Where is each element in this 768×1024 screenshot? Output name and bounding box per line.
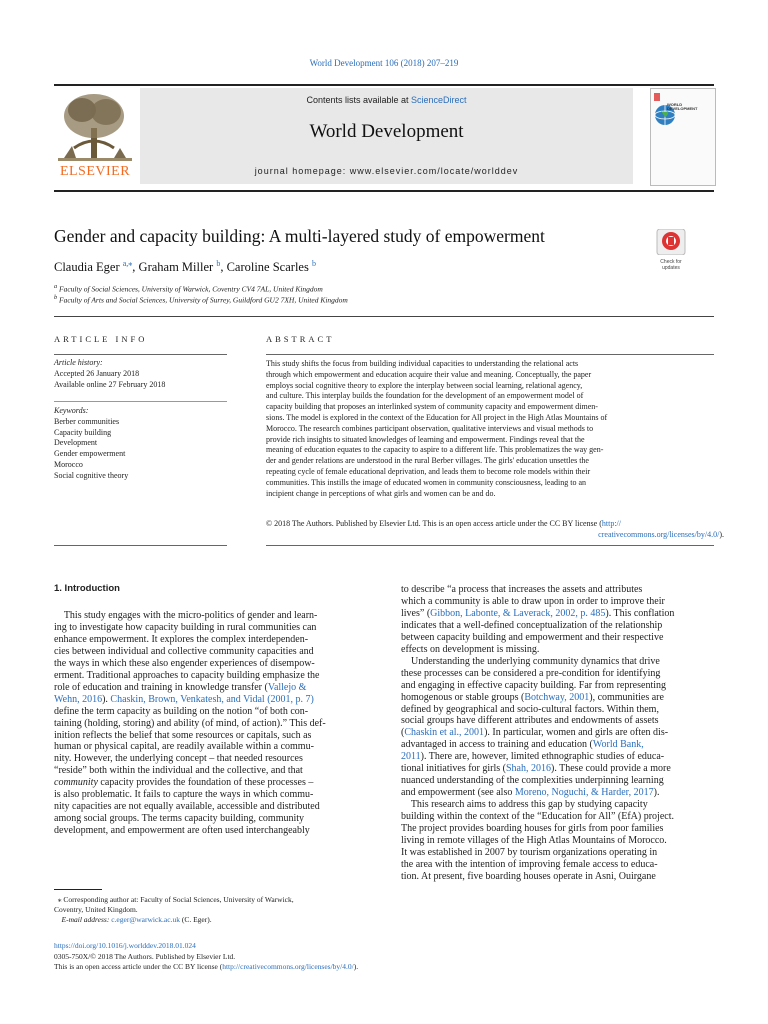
body-line xyxy=(401,596,674,608)
body-text: ing to investigate how capacity building in rural communities can xyxy=(54,621,317,633)
body-line xyxy=(401,823,674,835)
body-line xyxy=(54,777,326,789)
body-text: tional initiatives for girls ( xyxy=(401,763,506,775)
crossmark-line1: Check for xyxy=(660,259,682,265)
body-column-right xyxy=(401,584,674,883)
body-line xyxy=(401,811,674,823)
body-text: lives” ( xyxy=(401,607,431,619)
keywords-label: Keywords: xyxy=(54,406,89,415)
body-line xyxy=(54,706,326,718)
body-text: which a community is able to draw upon in order to improve their xyxy=(401,595,665,607)
body-line xyxy=(54,825,326,837)
body-line xyxy=(401,668,674,680)
body-line xyxy=(401,751,674,763)
body-line xyxy=(54,634,326,646)
abstract-line: communities. This instills the image of educated women in community consciousness, leading to an xyxy=(266,477,587,487)
body-text: role of education and training in knowledge transfer ( xyxy=(54,681,268,693)
body-line xyxy=(401,787,674,799)
body-text: these processes can be considered a pre-condition for identifying xyxy=(401,667,661,679)
body-text: building within the context of the “Education for All” (EfA) project. xyxy=(401,811,674,823)
keyword: Gender empowerment xyxy=(54,449,126,459)
body-line xyxy=(401,620,674,632)
body-text: ( xyxy=(401,727,405,739)
footnote-marker: ⁎ xyxy=(57,895,62,904)
abstract-line: capacity building that proposes an interlinked system of community capacity and empowerment dimen- xyxy=(266,402,598,412)
article-info-heading: ARTICLE INFO xyxy=(54,334,148,344)
body-text: ). There are, however, limited ethnographic studies of educa- xyxy=(420,751,665,763)
body-line xyxy=(54,646,326,658)
body-text: is also problematic. It fails to capture the ways in which commu- xyxy=(54,789,314,801)
body-line xyxy=(401,859,674,871)
author-name: Graham Miller xyxy=(138,260,214,275)
body-text: erment. Traditional approaches to capacity building emphasize the xyxy=(54,669,320,681)
body-text: ). xyxy=(653,787,660,799)
abstract-line: repeating cycle of female educational deprivation, and leads them to become role models within their xyxy=(266,466,591,476)
footnote: ⁎ Corresponding author at: Faculty of Social Sciences, University of Warwick, Coventry, United Kingdom. E-mail address: c.eger@warwick.ac.uk (C. Eger). xyxy=(54,895,294,924)
body-line xyxy=(54,789,326,801)
body-text: living in remote villages of the High Atlas Mountains of Morocco. xyxy=(401,835,667,847)
abstract-body xyxy=(266,359,726,499)
body-line xyxy=(401,727,674,739)
body-text: The project provides boarding houses for girls from poor families xyxy=(401,823,664,835)
license-link[interactable]: creativecommons.org/licenses/by/4.0/ xyxy=(598,529,720,539)
body-text: inition reflects the belief that some resources or capitals, such as xyxy=(54,729,312,741)
body-text: the area with the intention of improving female access to educa- xyxy=(401,858,658,870)
body-column-left xyxy=(54,610,326,837)
issn-line: 0305-750X/© 2018 The Authors. Published by Elsevier Ltd. xyxy=(54,951,236,961)
author-affiliation-marker[interactable]: a,⁎ xyxy=(122,259,133,268)
abstract-line: Morocco. The research combines participant observation, qualitative interviews and visual methods to xyxy=(266,423,594,433)
elsevier-logo xyxy=(54,88,136,184)
article-info-rule xyxy=(54,354,227,355)
body-line xyxy=(54,718,326,730)
history-rule xyxy=(54,401,227,402)
citation-link[interactable]: 2011 xyxy=(401,751,421,763)
citation-link[interactable]: World Bank, xyxy=(592,739,644,751)
publisher-name: ELSEVIER xyxy=(59,164,131,179)
body-line xyxy=(401,763,674,775)
contents-line: Contents lists available at ScienceDirect xyxy=(306,95,467,105)
body-text: between capacity building and empowerment and their respective xyxy=(401,631,664,643)
abstract-rule xyxy=(266,354,714,355)
body-line xyxy=(54,670,326,682)
body-line xyxy=(401,644,674,656)
body-text: effects on development is missing. xyxy=(401,643,540,655)
author-affiliation-marker[interactable]: b xyxy=(311,259,316,268)
online-date: Available online 27 February 2018 xyxy=(54,379,166,389)
citation-link[interactable]: Chaskin et al., 2001 xyxy=(404,727,485,739)
article-history xyxy=(54,358,229,390)
body-text: ). This conflation xyxy=(605,607,675,619)
corresponding-author: Corresponding author at: Faculty of Social Sciences, University of Warwick, xyxy=(63,895,294,904)
page-footer: https://doi.org/10.1016/j.worlddev.2018.01.024 0305-750X/© 2018 The Authors. Published by Elsevier Ltd. This is an open access article under the CC BY license (http://creativecommons.org/licenses/by/4.0/). xyxy=(54,941,359,971)
body-text: development, and empowerment are often used interchangeably xyxy=(54,825,310,837)
abstract-line: employs social cognitive theory to explore the interplay between social learning, relational agency, xyxy=(266,380,583,390)
corresponding-author-cont: Coventry, United Kingdom. xyxy=(54,905,138,914)
doi-link[interactable]: https://doi.org/10.1016/j.worlddev.2018.01.024 xyxy=(54,941,196,950)
body-line xyxy=(401,847,674,859)
abstract-heading: ABSTRACT xyxy=(266,334,335,344)
email-label: E-mail address: xyxy=(61,915,110,924)
article-title: Gender and capacity building: A multi-layered study of empowerment xyxy=(54,226,545,246)
abstract-line: and culture. This interplay builds the foundation for the development of an empowerment model of xyxy=(266,391,584,401)
crossmark-line2: updates xyxy=(662,264,680,271)
body-line xyxy=(401,632,674,644)
body-text: and engaging in effective capacity building. Far from representing xyxy=(401,679,666,691)
body-text: tion. At present, five boarding houses operate in Asni, Ouirgane xyxy=(401,870,656,882)
affiliation-a: $^a$ Faculty of Social Sciences, University of Warwick, Coventry CV4 7AL, United Kingdom xyxy=(54,283,323,294)
accepted-date: Accepted 26 January 2018 xyxy=(54,368,140,378)
keywords-block xyxy=(54,406,229,482)
abstract-line: provide rich insights to situated knowledges of learning and empowerment. Findings reveal that the xyxy=(266,434,585,444)
sciencedirect-link[interactable]: ScienceDirect xyxy=(411,95,467,105)
keyword: Capacity building xyxy=(54,427,112,437)
author-name: Caroline Scarles xyxy=(226,260,309,275)
body-text: nity capacities are not equally available, accessible and distributed xyxy=(54,801,320,813)
keyword: Development xyxy=(54,438,98,448)
body-line xyxy=(401,584,674,596)
body-line xyxy=(401,775,674,787)
citation-link[interactable]: Vallejo & xyxy=(267,681,307,693)
email-link[interactable]: c.eger@warwick.ac.uk xyxy=(111,915,180,924)
body-text: It was established in 2007 by tourism organizations operating in xyxy=(401,846,658,858)
affiliation-b: $^b$ Faculty of Arts and Social Sciences, University of Surrey, Guildford GU2 7XH, United Kingdom xyxy=(54,294,348,305)
author-affiliation-marker[interactable]: b xyxy=(216,259,221,268)
citation-link[interactable]: Moreno, Noguchi, & Harder, 2017 xyxy=(514,787,654,799)
body-text: social groups have different attributes and endowments of assets xyxy=(401,715,659,727)
body-line xyxy=(54,682,326,694)
body-line xyxy=(54,801,326,813)
body-line xyxy=(54,610,326,622)
body-line xyxy=(401,680,674,692)
journal-citation[interactable]: World Development 106 (2018) 207–219 xyxy=(309,58,459,68)
body-text: homogenous or stable groups ( xyxy=(401,691,525,703)
body-line xyxy=(54,730,326,742)
body-line xyxy=(401,835,674,847)
keyword: Morocco xyxy=(54,459,83,469)
keyword: Social cognitive theory xyxy=(54,470,129,480)
body-text: the ways in which these also engender experiences of disempow- xyxy=(54,657,315,669)
citation-link[interactable]: Gibbon, Labonte, & Laverack, 2002, p. 485 xyxy=(430,607,606,619)
body-line xyxy=(401,799,674,811)
article-info-bottom-rule xyxy=(54,545,227,546)
body-text: nity. However, the underlying concept – that needed resources xyxy=(54,753,303,765)
keyword: Berber communities xyxy=(54,416,120,426)
body-text: Understanding the underlying community dynamics that drive xyxy=(401,655,660,667)
emphasis-text: community xyxy=(54,777,98,789)
body-text: ). xyxy=(102,693,111,705)
body-line xyxy=(401,656,674,668)
body-text: nuanced understanding of the complexities underpinning learning xyxy=(401,775,664,787)
body-text: define the term capacity as building on the notion “of both con- xyxy=(54,705,309,717)
body-text: ), communities are xyxy=(589,691,664,703)
license-statement: © 2018 The Authors. Published by Elsevier Ltd. This is an open access article under the CC BY license (http:// creativecommons.org/licenses/by/4.0/). xyxy=(266,519,724,539)
banner-rule xyxy=(54,190,714,192)
body-text: advantaged in access to training and education ( xyxy=(401,739,593,751)
body-text: taining (holding, storing) and ability (of mind, of action).” This def- xyxy=(54,717,326,729)
abstract-line: sions. The model is explored in the context of the Education for All project in the High Atlas Mountains of xyxy=(266,412,608,422)
citation-link[interactable]: Chaskin, Brown, Venkatesh, and Vidal (2001, p. 7) xyxy=(110,693,314,705)
body-line xyxy=(401,871,674,883)
cover-title: WORLD DEVELOPMENT xyxy=(667,102,698,111)
body-line xyxy=(54,753,326,765)
body-text: indicates that a well-defined conceptualization of the relationship xyxy=(401,619,663,631)
journal-banner xyxy=(140,88,633,184)
cc-license-link[interactable]: http://creativecommons.org/licenses/by/4.0/ xyxy=(222,962,354,971)
abstract-line: meaning of education equates to the capacity to aspire to a different life. This problematizes the way gen- xyxy=(266,445,604,455)
body-line xyxy=(54,658,326,670)
body-line xyxy=(54,694,326,706)
body-text: to describe “a process that increases the assets and attributes xyxy=(401,584,643,595)
body-text: enhance empowerment. It explores the complex interdependen- xyxy=(54,633,309,645)
section-heading: 1. Introduction xyxy=(54,583,120,594)
body-text: ). In particular, women and girls are often dis- xyxy=(484,727,669,739)
body-line xyxy=(54,622,326,634)
abstract-line: This study shifts the focus from building individual capacities to understanding the relational acts xyxy=(266,359,579,368)
license-link[interactable]: http:// xyxy=(601,519,621,528)
body-line xyxy=(54,741,326,753)
journal-title: World Development xyxy=(309,121,464,142)
body-text: This research aims to address this gap by studying capacity xyxy=(401,799,648,811)
body-line xyxy=(401,608,674,620)
body-text: ). These could provide a more xyxy=(550,763,671,775)
journal-homepage[interactable]: journal homepage: www.elsevier.com/locate/worlddev xyxy=(254,166,519,176)
body-text: defined by geographical and socio-cultural factors. Within them, xyxy=(401,703,659,715)
crossmark-icon xyxy=(652,229,690,255)
citation-link[interactable]: Wehn, 2016 xyxy=(54,693,103,705)
footnote-rule xyxy=(54,889,102,890)
author-list: Claudia Eger $^{a,⁎}$, Graham Miller $^b$, Caroline Scarles $^b$ xyxy=(54,259,316,275)
check-for-updates-badge[interactable] xyxy=(652,229,690,271)
body-text: among social groups. The terms capacity building, community xyxy=(54,813,305,825)
abstract-line: through which empowerment and education acquire their value and meaning. Conceptually, the paper xyxy=(266,369,592,379)
body-text: This study engages with the micro-politics of gender and learn- xyxy=(54,610,318,621)
body-line xyxy=(54,813,326,825)
body-text: cies between individual and collective community capacities and xyxy=(54,645,314,657)
author-name: Claudia Eger xyxy=(54,260,120,275)
history-label: Article history: xyxy=(54,358,103,367)
citation-link[interactable]: Shah, 2016 xyxy=(505,763,551,775)
body-line xyxy=(401,739,674,751)
abstract-line: der and gender relations are understood in the rural Berber villages. The girls' education unsettles the xyxy=(266,456,589,466)
body-text: “reside” both within the individual and the collective, and that xyxy=(54,765,303,777)
body-text: human or physical capital, are readily available within a commu- xyxy=(54,741,314,753)
body-text: capacity provides the foundation of these processes – xyxy=(97,777,314,789)
citation-link[interactable]: Botchway, 2001 xyxy=(524,691,590,703)
body-text: and empowerment (see also xyxy=(401,787,515,799)
journal-cover[interactable] xyxy=(650,88,716,186)
affiliation-rule xyxy=(54,316,714,317)
body-line xyxy=(54,765,326,777)
header-rule xyxy=(54,84,714,86)
body-line xyxy=(401,704,674,716)
abstract-bottom-rule xyxy=(266,545,714,546)
abstract-line: incipient change in perceptions of what girls and women can be and do. xyxy=(266,488,496,498)
body-line xyxy=(401,692,674,704)
body-line xyxy=(401,715,674,727)
